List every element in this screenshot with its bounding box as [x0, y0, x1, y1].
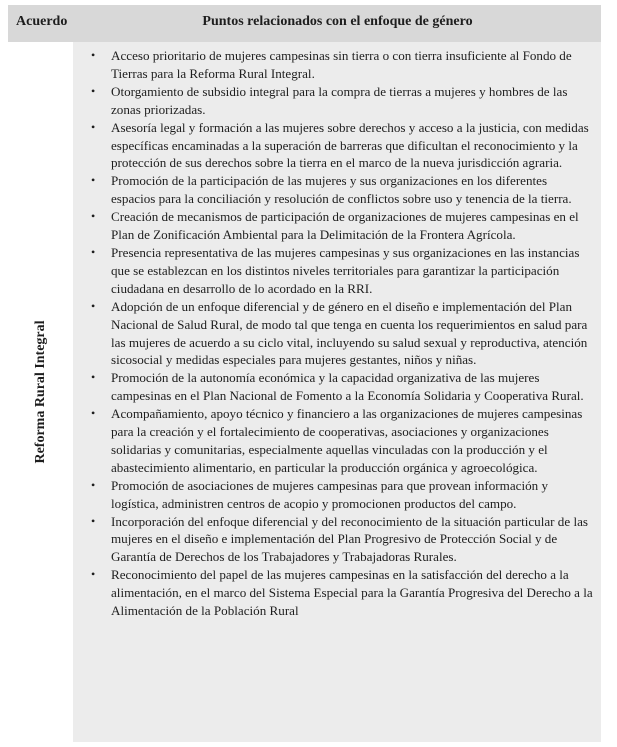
- list-item: • Promoción de la participación de las mujeres y sus organizaciones en los diferentes espacios para la conciliación y resolución de conflictos sobre uso y tenencia de la tierra.: [91, 173, 572, 207]
- bullet-icon: •: [91, 48, 96, 62]
- bullet-icon: •: [91, 244, 96, 259]
- bullet-icon: •: [91, 370, 96, 385]
- list-item: • Presencia representativa de las mujeres campesinas y sus organizaciones en las instancias que se establezcan en los distintos niveles territoriales para garantizar la participación ciudadana en desarrollo de lo acordado en la RRI.: [91, 244, 580, 296]
- list-item: • Acceso prioritario de mujeres campesinas sin tierra o con tierra insuficiente al Fondo de Tierras para la Reforma Rural Integral.: [91, 48, 572, 81]
- list-item: • Asesoría legal y formación a las mujeres sobre derechos y acceso a la justicia, con medidas específicas encaminadas a la superación de barreras que dificultan el reconocimiento y la protección de sus derechos sobre la tierra en el marco de la nueva jurisdicción agraria.: [91, 119, 589, 171]
- list-item: • Promoción de la autonomía económica y la capacidad organizativa de las mujeres campesinas en el Plan Nacional de Fomento a la Economía Solidaria y Cooperativa Rural.: [91, 370, 584, 404]
- bullet-icon: •: [91, 119, 96, 134]
- table-header-row: [8, 5, 601, 42]
- bullet-icon: •: [91, 173, 96, 188]
- list-item: • Reconocimiento del papel de las mujeres campesinas en la satisfacción del derecho a la alimentación, en el marco del Sistema Especial para la Garantía Progresiva del Derecho a la Alimentación de la Población Rural: [91, 567, 593, 619]
- points-cell: [73, 42, 601, 742]
- bullet-icon: •: [91, 567, 96, 582]
- bullet-icon: •: [91, 406, 96, 421]
- agreement-cell: [8, 42, 73, 742]
- list-item: • Acompañamiento, apoyo técnico y financiero a las organizaciones de mujeres campesinas para la creación y el fortalecimiento de cooperativas, asociaciones y organizaciones solidarias y comunitarias, especialmente aquellas vinculadas con la producción y el abastecimiento alimentario, en particular la producción orgánica y agroecológica.: [91, 406, 583, 475]
- bullet-icon: •: [91, 83, 96, 98]
- bullet-icon: •: [91, 513, 96, 528]
- points-list: [73, 42, 601, 620]
- bullet-icon: •: [91, 477, 96, 492]
- agreement-label: Reforma Rural Integral: [32, 320, 48, 464]
- header-acuerdo: Acuerdo: [16, 14, 68, 29]
- header-puntos: Puntos relacionados con el enfoque de género: [202, 14, 473, 29]
- list-item: • Promoción de asociaciones de mujeres campesinas para que provean información y logística, administren centros de acopio y promocionen productos del campo.: [91, 477, 549, 511]
- bullet-icon: •: [91, 209, 96, 224]
- list-item: • Otorgamiento de subsidio integral para la compra de tierras a mujeres y hombres de las zonas priorizadas.: [91, 83, 568, 117]
- bullet-icon: •: [91, 298, 96, 313]
- list-item: • Adopción de un enfoque diferencial y de género en el diseño e implementación del Plan Nacional de Salud Rural, de modo tal que tenga en cuenta los requerimientos en salud para las mujeres de acuerdo a su ciclo vital, incluyendo su salud sexual y reproductiva, atención sicosocial y medidas especiales para mujeres gestantes, niños y niñas.: [91, 298, 588, 368]
- list-item: • Creación de mecanismos de participación de organizaciones de mujeres campesinas en el Plan de Zonificación Ambiental para la Delimitación de la Frontera Agrícola.: [91, 209, 579, 243]
- list-item: • Incorporación del enfoque diferencial y del reconocimiento de la situación particular de las mujeres en el diseño e implementación del Plan Progresivo de Protección Social y de Garantía de Derechos de los Trabajadores y Trabajadoras Rurales.: [91, 513, 588, 565]
